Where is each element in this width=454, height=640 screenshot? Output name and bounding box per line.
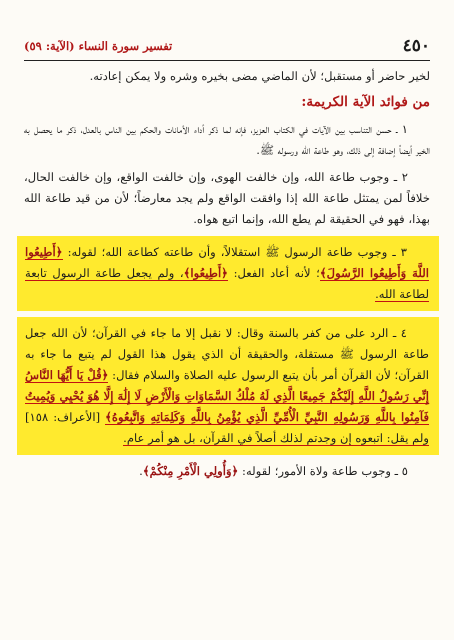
page-number: ٤٥٠	[402, 36, 430, 56]
highlight-block-4	[17, 317, 439, 455]
quran-quote-araf: ﴿قُلْ يَا أَيُّهَا النَّاسُ إِنِّي رَسُولُ اللَّهِ إِلَيْكُمْ جَمِيعًا الَّذِي لَهُ مُلْكُ السَّمَاوَاتِ وَالْأَرْضِ لَا إِلَٰهَ إِلَّا هُوَ يُحْيِي وَيُمِيتُ فَآمِنُوا بِاللَّهِ وَرَسُولِهِ النَّبِيِّ الْأُمِّيِّ الَّذِي يُؤْمِنُ بِاللَّهِ وَكَلِمَاتِهِ وَاتَّبِعُوهُ﴾	[25, 368, 430, 424]
benefit-5-text-a: ٥ ـ وجوب طاعة ولاة الأمور؛ لقوله:	[238, 464, 408, 478]
highlight-block-3	[17, 236, 439, 311]
benefit-2-paragraph: ٢ ـ وجوب طاعة الله، وإن خالفت الهوى، وإن خالفت الواقع، وإن خالفت الحال، خلافاً لمن يمتثل طاعة الله إذا وافقت الواقع ولم يجد معارضاً؛ لأن من قيد طاعة الله بهذا، فهو في الحقيقة لم يطع الله، وإنما اتبع هواه.	[24, 170, 430, 226]
benefit-5-text-b: .	[139, 464, 143, 478]
quran-quote-obey-short: ﴿أَطِيعُوا﴾	[183, 266, 228, 280]
benefit-1-paragraph: ١ ـ حسن التناسب بين الآيات في الكتاب العزيز، فإنه لما ذكر أداء الأمانات والحكم بين الناس بالعدل، ذكر ما يحصل به الخير أيضاً إضافة إلى ذلك، وهو طاعة الله ورسوله ﷺ.	[24, 122, 430, 157]
benefit-4-paragraph	[25, 323, 429, 449]
page-body	[24, 66, 430, 482]
benefit-5-paragraph	[24, 461, 430, 482]
benefit-3-text-a: ٣ ـ وجوب طاعة الرسول ﷺ استقلالاً، وأن طاعته كطاعة الله؛ لقوله:	[62, 245, 407, 259]
benefit-4-text-b: ولم يقل: اتبعوه إن وجدتم لذلك أصلاً في القرآن، بل هو أمر عام.	[123, 431, 429, 445]
verse-reference: [الأعراف: ١٥٨]	[25, 410, 106, 424]
running-title: تفسير سورة النساء (الآية: ٥٩)	[24, 39, 173, 53]
benefit-3-text-c: ، ولم يجعل طاعة الرسول تابعة لطاعة الله.	[25, 266, 429, 301]
quran-quote-obey: ﴿أَطِيعُوا اللَّهَ وَأَطِيعُوا الرَّسُولَ﴾	[25, 245, 429, 280]
benefit-3-paragraph	[25, 242, 429, 305]
benefit-4-text-a: ٤ ـ الرد على من كفر بالسنة وقال: لا نقبل إلا ما جاء في القرآن؛ لأن الله جعل طاعة الرسول ﷺ مستقلة، والحقيقة أن الذي يقول هذا القول لم يتبع ما جاء به القرآن؛ لأن القرآن أمر بأن يتبع الرسول عليه الصلاة والسلام فقال:	[25, 326, 429, 382]
quran-quote-rulers: ﴿وَأُولِي الْأَمْرِ مِنْكُمْ﴾	[142, 464, 239, 478]
section-heading: من فوائد الآية الكريمة:	[301, 94, 430, 110]
page-header	[24, 36, 430, 58]
header-rule	[24, 60, 430, 61]
intro-paragraph: لخير حاضر أو مستقبل؛ لأن الماضي مضى بخيره وشره ولا يمكن إعادته.	[89, 69, 430, 83]
benefit-3-text-b: ؛ لأنه أعاد الفعل:	[227, 266, 320, 280]
